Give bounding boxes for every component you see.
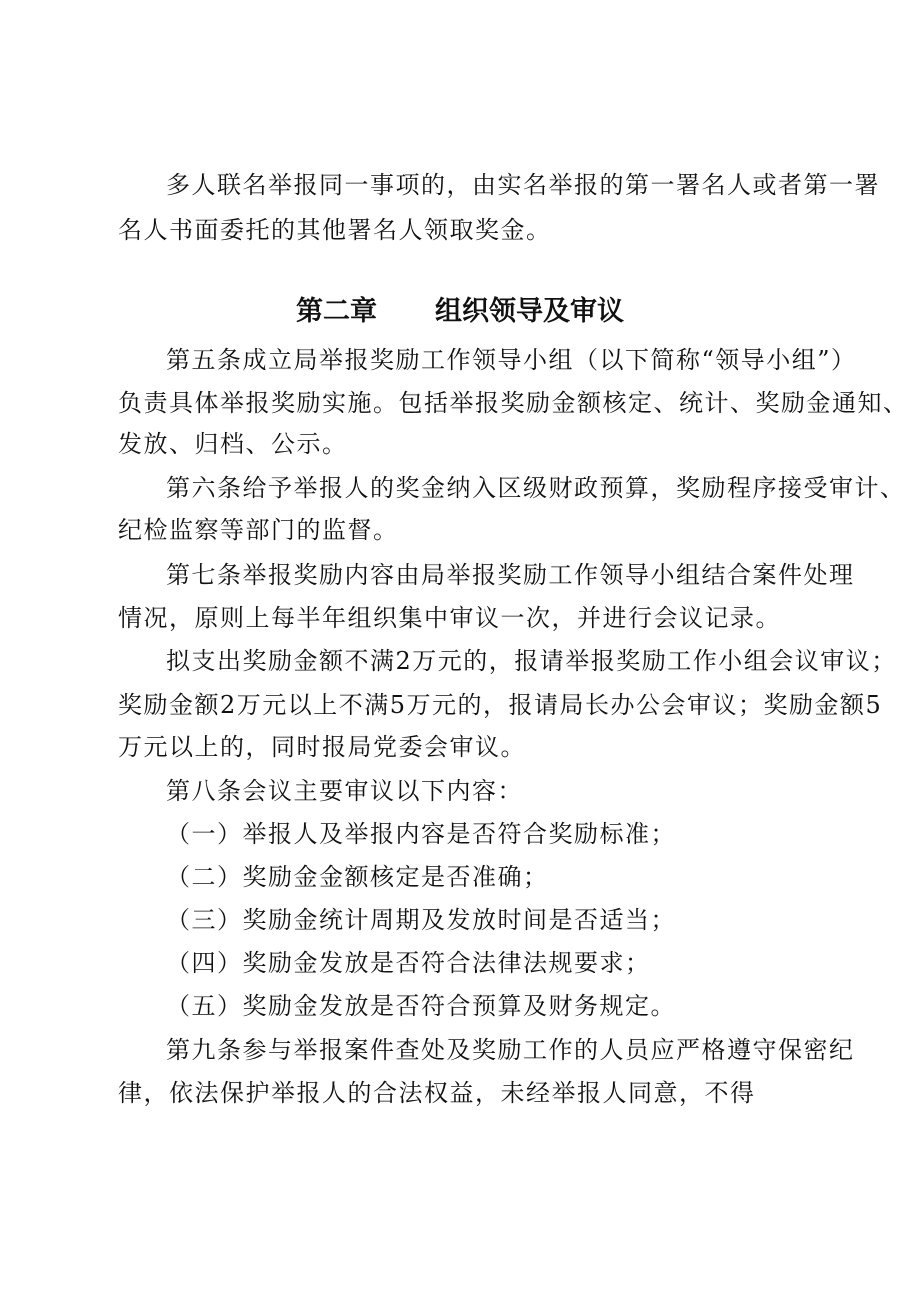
article8-item-2: （二）奖励金金额核定是否准确；	[166, 863, 549, 891]
chapter-number: 第二章	[296, 296, 377, 327]
intro-line-2: 名人书面委托的其他署名人领取奖金。	[118, 216, 552, 244]
article5-line-1: 第五条成立局举报奖励工作领导小组（以下简称“领导小组”）	[166, 346, 857, 374]
article8-line: 第八条会议主要审议以下内容：	[166, 777, 523, 805]
intro-line-1: 多人联名举报同一事项的，由实名举报的第一署名人或者第一署	[166, 171, 880, 199]
article7-line-2: 情况，原则上每半年组织集中审议一次，并进行会议记录。	[118, 604, 781, 632]
article7-line-1: 第七条举报奖励内容由局举报奖励工作领导小组结合案件处理	[166, 561, 855, 589]
article6-line-2: 纪检监察等部门的监督。	[118, 516, 399, 544]
article8-item-5: （五）奖励金发放是否符合预算及财务规定。	[166, 992, 676, 1020]
approval-line-3: 万元以上的，同时报局党委会审议。	[118, 733, 526, 761]
chapter-title: 组织领导及审议	[435, 296, 624, 327]
approval-line-2: 奖励金额2万元以上不满5万元的，报请局长办公会审议；奖励金额5	[118, 691, 883, 719]
article6-line-1: 第六条给予举报人的奖金纳入区级财政预算，奖励程序接受审计、	[166, 474, 906, 502]
chapter-heading	[0, 290, 920, 334]
article8-item-3: （三）奖励金统计周期及发放时间是否适当；	[166, 906, 676, 934]
approval-line-1: 拟支出奖励金额不满2万元的，报请举报奖励工作小组会议审议；	[166, 647, 897, 675]
article8-item-1: （一）举报人及举报内容是否符合奖励标准；	[166, 820, 676, 848]
article8-item-4: （四）奖励金发放是否符合法律法规要求；	[166, 949, 651, 977]
article5-line-2: 负责具体举报奖励实施。包括举报奖励金额核定、统计、奖励金通知、	[118, 389, 909, 417]
article9-line-2: 律，依法保护举报人的合法权益，未经举报人同意，不得	[118, 1079, 756, 1107]
article5-line-3: 发放、归档、公示。	[118, 430, 348, 458]
article9-line-1: 第九条参与举报案件查处及奖励工作的人员应严格遵守保密纪	[166, 1036, 855, 1064]
